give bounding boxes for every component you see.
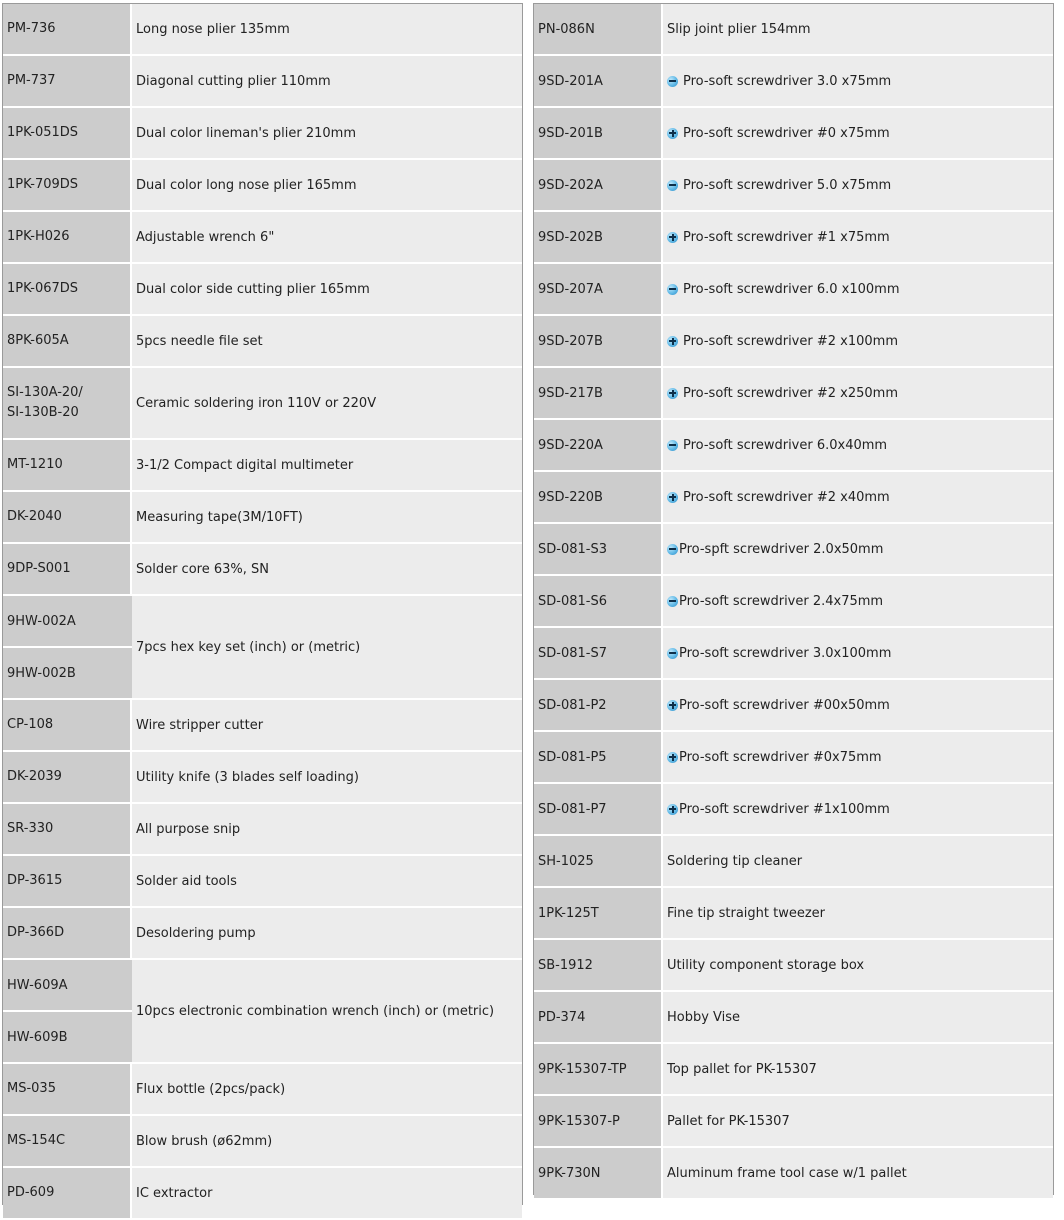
table-row xyxy=(534,160,1053,212)
part-code-text: DP-3615 xyxy=(7,873,63,888)
part-description xyxy=(663,1096,1053,1146)
part-code xyxy=(3,440,132,490)
part-description xyxy=(663,212,1053,262)
part-code: 9HW-002B xyxy=(3,648,132,698)
part-code xyxy=(3,264,132,314)
part-code: 9HW-002A xyxy=(3,596,132,648)
part-description xyxy=(663,576,1053,626)
table-row xyxy=(534,940,1053,992)
part-description xyxy=(663,732,1053,782)
table-row xyxy=(534,316,1053,368)
phillips-plus-icon xyxy=(667,804,678,815)
table-row xyxy=(3,56,522,108)
table-row xyxy=(3,804,522,856)
part-code: PN-086N xyxy=(534,4,663,54)
table-row xyxy=(3,960,522,1064)
phillips-plus-icon xyxy=(667,128,678,139)
table-row xyxy=(534,1044,1053,1096)
table-row xyxy=(534,108,1053,160)
table-row xyxy=(3,492,522,544)
part-code-text: SI-130A-20/ SI-130B-20 xyxy=(7,385,83,420)
table-row xyxy=(534,212,1053,264)
part-description: 5pcs needle file set xyxy=(132,316,522,366)
part-description xyxy=(663,368,1053,418)
part-code xyxy=(3,700,132,750)
part-description xyxy=(663,628,1053,678)
phillips-plus-icon xyxy=(667,752,678,763)
part-description-text: Pro-soft screwdriver #0 x75mm xyxy=(683,125,890,141)
part-code-text: DK-2039 xyxy=(7,769,62,784)
part-code xyxy=(3,804,132,854)
part-description: Adjustable wrench 6" xyxy=(132,212,522,262)
part-description-text: Pro-soft screwdriver 3.0 x75mm xyxy=(683,73,892,89)
part-description: Measuring tape(3M/10FT) xyxy=(132,492,522,542)
part-description-text: Slip joint plier 154mm xyxy=(667,21,811,37)
part-description: Solder aid tools xyxy=(132,856,522,906)
table-row xyxy=(534,836,1053,888)
table-row xyxy=(3,440,522,492)
part-code xyxy=(3,1064,132,1114)
part-description-text: Pro-soft screwdriver #1 x75mm xyxy=(683,229,890,245)
part-code-text: DP-366D xyxy=(7,925,65,940)
slotted-minus-icon xyxy=(667,544,678,555)
table-row xyxy=(534,628,1053,680)
part-code: 9SD-201B xyxy=(534,108,663,158)
table-row xyxy=(3,264,522,316)
part-code xyxy=(3,212,132,262)
part-description-text: Pro-soft screwdriver #2 x100mm xyxy=(683,333,898,349)
part-code xyxy=(3,56,132,106)
left-parts-table xyxy=(2,3,523,1205)
part-description-text: Pro-soft screwdriver 5.0 x75mm xyxy=(683,177,892,193)
part-description: All purpose snip xyxy=(132,804,522,854)
part-code-text: PD-609 xyxy=(7,1185,55,1200)
part-description xyxy=(663,888,1053,938)
part-code xyxy=(3,368,132,438)
part-description: Dual color long nose plier 165mm xyxy=(132,160,522,210)
part-code xyxy=(3,544,132,594)
part-description: Diagonal cutting plier 110mm xyxy=(132,56,522,106)
part-code: 9SD-217B xyxy=(534,368,663,418)
table-row xyxy=(3,1168,522,1220)
part-description-text: Hobby Vise xyxy=(667,1009,741,1025)
part-code xyxy=(3,1116,132,1166)
part-description-text: Pro-soft screwdriver #1x100mm xyxy=(679,801,890,817)
part-description-text: Pro-soft screwdriver #00x50mm xyxy=(679,697,890,713)
part-description xyxy=(663,56,1053,106)
part-description: Dual color side cutting plier 165mm xyxy=(132,264,522,314)
part-code: SD-081-S6 xyxy=(534,576,663,626)
part-description-text: Pro-soft screwdriver 6.0 x100mm xyxy=(683,281,900,297)
table-row xyxy=(3,700,522,752)
table-row xyxy=(3,752,522,804)
table-row xyxy=(534,524,1053,576)
part-code: 9PK-15307-TP xyxy=(534,1044,663,1094)
table-row xyxy=(3,1116,522,1168)
part-code-text: 8PK-605A xyxy=(7,333,69,348)
part-description xyxy=(663,680,1053,730)
table-row xyxy=(534,784,1053,836)
part-description xyxy=(663,524,1053,574)
part-description-text: Pro-soft screwdriver 6.0x40mm xyxy=(683,437,888,453)
phillips-plus-icon xyxy=(667,336,678,347)
table-row xyxy=(534,992,1053,1044)
table-row xyxy=(3,368,522,440)
part-description xyxy=(663,1044,1053,1094)
part-description xyxy=(663,264,1053,314)
table-row xyxy=(3,4,522,56)
part-description: IC extractor xyxy=(132,1168,522,1218)
part-description-text: Pallet for PK-15307 xyxy=(667,1113,790,1129)
table-row xyxy=(3,1064,522,1116)
part-code: SD-081-P5 xyxy=(534,732,663,782)
part-code-text: 1PK-H026 xyxy=(7,229,70,244)
table-row xyxy=(534,680,1053,732)
table-row xyxy=(534,420,1053,472)
table-row xyxy=(534,472,1053,524)
part-code: 9SD-220A xyxy=(534,420,663,470)
part-code: 9PK-15307-P xyxy=(534,1096,663,1146)
slotted-minus-icon xyxy=(667,76,678,87)
table-row xyxy=(3,856,522,908)
part-code: 9SD-202B xyxy=(534,212,663,262)
part-description: 10pcs electronic combination wrench (inch) or (metric) xyxy=(132,960,522,1062)
part-description xyxy=(663,4,1053,54)
part-code-text: 9DP-S001 xyxy=(7,561,71,576)
part-description: 3-1/2 Compact digital multimeter xyxy=(132,440,522,490)
part-description xyxy=(663,992,1053,1042)
part-code-text: PM-736 xyxy=(7,21,56,36)
table-row xyxy=(3,160,522,212)
part-description-text: Pro-spft screwdriver 2.0x50mm xyxy=(679,541,884,557)
part-code xyxy=(3,160,132,210)
part-code: SB-1912 xyxy=(534,940,663,990)
part-code-group xyxy=(3,960,132,1062)
part-description-text: Pro-soft screwdriver #2 x250mm xyxy=(683,385,898,401)
part-code xyxy=(3,108,132,158)
part-description-text: Pro-soft screwdriver 2.4x75mm xyxy=(679,593,884,609)
part-description xyxy=(663,108,1053,158)
part-code xyxy=(3,316,132,366)
slotted-minus-icon xyxy=(667,596,678,607)
part-code: SD-081-P2 xyxy=(534,680,663,730)
part-description: Flux bottle (2pcs/pack) xyxy=(132,1064,522,1114)
part-code xyxy=(3,752,132,802)
table-row xyxy=(534,888,1053,940)
part-code: HW-609A xyxy=(3,960,132,1012)
part-code xyxy=(3,4,132,54)
part-description-text: Aluminum frame tool case w/1 pallet xyxy=(667,1165,907,1181)
phillips-plus-icon xyxy=(667,232,678,243)
part-description: Desoldering pump xyxy=(132,908,522,958)
table-row xyxy=(534,4,1053,56)
part-code: 9SD-202A xyxy=(534,160,663,210)
slotted-minus-icon xyxy=(667,440,678,451)
part-description: Solder core 63%, SN xyxy=(132,544,522,594)
part-code-text: DK-2040 xyxy=(7,509,62,524)
part-code: 9SD-207A xyxy=(534,264,663,314)
part-code: 9SD-220B xyxy=(534,472,663,522)
part-description-text: Top pallet for PK-15307 xyxy=(667,1061,817,1077)
table-row xyxy=(3,212,522,264)
part-code xyxy=(3,856,132,906)
part-code: SD-081-S7 xyxy=(534,628,663,678)
slotted-minus-icon xyxy=(667,284,678,295)
part-description xyxy=(663,420,1053,470)
table-row xyxy=(534,264,1053,316)
table-row xyxy=(3,908,522,960)
part-code-group xyxy=(3,596,132,698)
part-code xyxy=(3,492,132,542)
table-row xyxy=(3,544,522,596)
part-code-text: MS-154C xyxy=(7,1133,66,1148)
part-description: Ceramic soldering iron 110V or 220V xyxy=(132,368,522,438)
part-description xyxy=(663,316,1053,366)
part-code: 9SD-207B xyxy=(534,316,663,366)
table-row xyxy=(534,368,1053,420)
part-description: Long nose plier 135mm xyxy=(132,4,522,54)
part-code: SD-081-P7 xyxy=(534,784,663,834)
part-code-text: 1PK-051DS xyxy=(7,125,79,140)
table-row xyxy=(3,316,522,368)
part-description xyxy=(663,940,1053,990)
part-code-text: MT-1210 xyxy=(7,457,63,472)
part-description xyxy=(663,836,1053,886)
part-description xyxy=(663,472,1053,522)
phillips-plus-icon xyxy=(667,388,678,399)
part-description: Blow brush (ø62mm) xyxy=(132,1116,522,1166)
table-row xyxy=(3,108,522,160)
phillips-plus-icon xyxy=(667,700,678,711)
part-code: SD-081-S3 xyxy=(534,524,663,574)
table-row xyxy=(3,596,522,700)
part-description: Wire stripper cutter xyxy=(132,700,522,750)
part-code xyxy=(3,1168,132,1218)
part-code-text: MS-035 xyxy=(7,1081,56,1096)
part-description-text: Utility component storage box xyxy=(667,957,865,973)
part-code: HW-609B xyxy=(3,1012,132,1062)
part-description-text: Pro-soft screwdriver #0x75mm xyxy=(679,749,882,765)
table-row xyxy=(534,732,1053,784)
part-code: 9PK-730N xyxy=(534,1148,663,1198)
table-row xyxy=(534,56,1053,108)
table-row xyxy=(534,1096,1053,1148)
part-code: PD-374 xyxy=(534,992,663,1042)
slotted-minus-icon xyxy=(667,648,678,659)
part-description: 7pcs hex key set (inch) or (metric) xyxy=(132,596,522,698)
part-description-text: Pro-soft screwdriver 3.0x100mm xyxy=(679,645,892,661)
part-description-text: Pro-soft screwdriver #2 x40mm xyxy=(683,489,890,505)
part-code-text: PM-737 xyxy=(7,73,56,88)
table-row xyxy=(534,576,1053,628)
part-code xyxy=(3,908,132,958)
slotted-minus-icon xyxy=(667,180,678,191)
part-code-text: 1PK-709DS xyxy=(7,177,79,192)
part-code-text: SR-330 xyxy=(7,821,54,836)
part-description xyxy=(663,160,1053,210)
part-description: Dual color lineman's plier 210mm xyxy=(132,108,522,158)
part-code: 1PK-125T xyxy=(534,888,663,938)
part-description xyxy=(663,1148,1053,1198)
part-description xyxy=(663,784,1053,834)
phillips-plus-icon xyxy=(667,492,678,503)
part-code-text: 1PK-067DS xyxy=(7,281,79,296)
table-row xyxy=(534,1148,1053,1200)
part-code: SH-1025 xyxy=(534,836,663,886)
part-code: 9SD-201A xyxy=(534,56,663,106)
part-description: Utility knife (3 blades self loading) xyxy=(132,752,522,802)
part-description-text: Soldering tip cleaner xyxy=(667,853,803,869)
part-description-text: Fine tip straight tweezer xyxy=(667,905,826,921)
right-parts-table xyxy=(533,3,1054,1195)
part-code-text: CP-108 xyxy=(7,717,54,732)
